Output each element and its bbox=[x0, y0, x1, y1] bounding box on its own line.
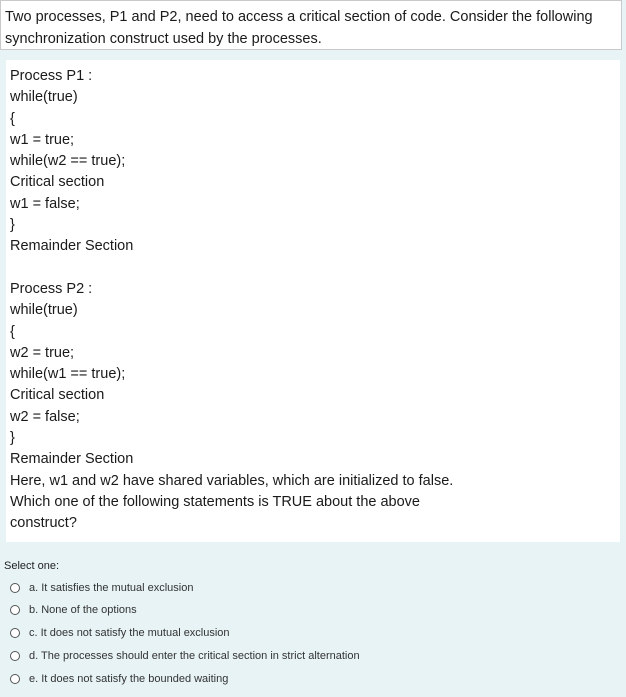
blank-line bbox=[10, 258, 620, 279]
p2-line: Critical section bbox=[10, 387, 105, 404]
question-prompt: Here, w1 and w2 have shared variables, which are initialized to false. Which one of the following statements is TRUE about the above construct? bbox=[10, 472, 454, 532]
p1-line: w1 = true; bbox=[10, 131, 75, 148]
p1-line: w1 = false; bbox=[10, 195, 80, 212]
option-e-label: e. It does not satisfy the bounded waiting bbox=[29, 673, 229, 685]
option-e[interactable] bbox=[10, 671, 228, 687]
p2-line: { bbox=[10, 323, 15, 340]
p2-line: w2 = true; bbox=[10, 344, 75, 361]
p2-line: Remainder Section bbox=[10, 451, 134, 468]
p1-line: Remainder Section bbox=[10, 238, 134, 255]
radio-button-icon[interactable] bbox=[10, 651, 20, 661]
p2-line: while(true) bbox=[10, 302, 78, 319]
question-intro bbox=[0, 0, 622, 50]
option-c-label: c. It does not satisfy the mutual exclusion bbox=[29, 627, 230, 639]
radio-button-icon[interactable] bbox=[10, 605, 20, 615]
answer-area bbox=[0, 545, 626, 697]
p1-line: while(w2 == true); bbox=[10, 153, 126, 170]
option-d[interactable] bbox=[10, 648, 360, 664]
radio-button-icon[interactable] bbox=[10, 583, 20, 593]
option-b-label: b. None of the options bbox=[29, 604, 137, 616]
p2-line: while(w1 == true); bbox=[10, 366, 126, 383]
p1-line: { bbox=[10, 110, 15, 127]
radio-button-icon[interactable] bbox=[10, 628, 20, 638]
intro-line-1: Two processes, P1 and P2, need to access a critical section of code. Consider the following bbox=[5, 9, 593, 25]
select-one-label: Select one: bbox=[4, 560, 60, 572]
option-b[interactable] bbox=[10, 602, 137, 618]
radio-button-icon[interactable] bbox=[10, 674, 20, 684]
p2-line: } bbox=[10, 430, 15, 447]
option-a-label: a. It satisfies the mutual exclusion bbox=[29, 582, 194, 594]
p2-line: Process P2 : bbox=[10, 280, 93, 297]
option-a[interactable] bbox=[10, 580, 193, 596]
option-d-label: d. The processes should enter the critical section in strict alternation bbox=[29, 650, 360, 662]
code-panel bbox=[6, 60, 620, 542]
p1-line: Process P1 : bbox=[10, 68, 93, 84]
p1-line: Critical section bbox=[10, 174, 105, 191]
intro-line-2: synchronization construct used by the processes. bbox=[5, 31, 322, 47]
option-c[interactable] bbox=[10, 625, 230, 641]
p1-line: } bbox=[10, 217, 15, 234]
p1-line: while(true) bbox=[10, 89, 78, 106]
p2-line: w2 = false; bbox=[10, 408, 80, 425]
